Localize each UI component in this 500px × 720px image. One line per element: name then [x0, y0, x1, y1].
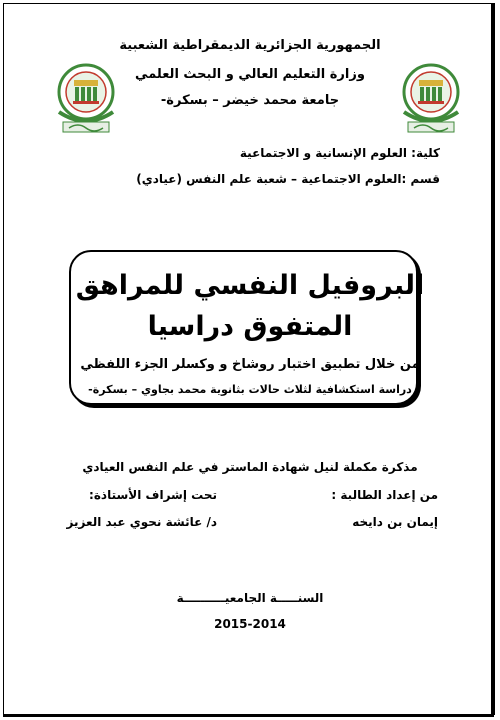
header-republic: الجمهورية الجزائرية الديمقراطية الشعبية: [119, 38, 381, 53]
student-label: من إعداد الطالبة :: [331, 488, 438, 502]
year-label: السنـــــة الجامعيــــــــــة: [176, 591, 324, 605]
supervisor-name: د/ عائشة نحوي عبد العزيز: [66, 515, 217, 529]
student-name: إيمان بن دايخه: [352, 515, 438, 529]
department-line: قسم :العلوم الاجتماعية – شعبة علم النفس (عيادي): [136, 172, 440, 186]
title-study: دراسة استكشافية لثلاث حالات بثانوية محمد بجاوي – بسكرة-: [88, 383, 412, 396]
page-shadow-bottom: [3, 714, 494, 717]
title-subtitle: من خلال تطبيق اختبار روشاخ و وكسلر الجزء اللفظي: [80, 357, 420, 372]
header-ministry: وزارة التعليم العالي و البحث العلمي: [135, 67, 365, 82]
title-line-2: المتفوق دراسيا: [147, 311, 353, 342]
supervisor-label: تحت إشراف الأستاذة:: [89, 488, 217, 502]
header-university: جامعة محمد خيضر – بسكرة-: [160, 93, 340, 108]
title-line-1: البروفيل النفسي للمراهق: [75, 270, 425, 301]
year-value: 2015-2014: [214, 617, 286, 631]
faculty-line: كلية: العلوم الإنسانية و الاجتماعية: [239, 146, 440, 160]
memo-line: مذكرة مكملة لنيل شهادة الماستر في علم النفس العيادي: [82, 460, 418, 474]
